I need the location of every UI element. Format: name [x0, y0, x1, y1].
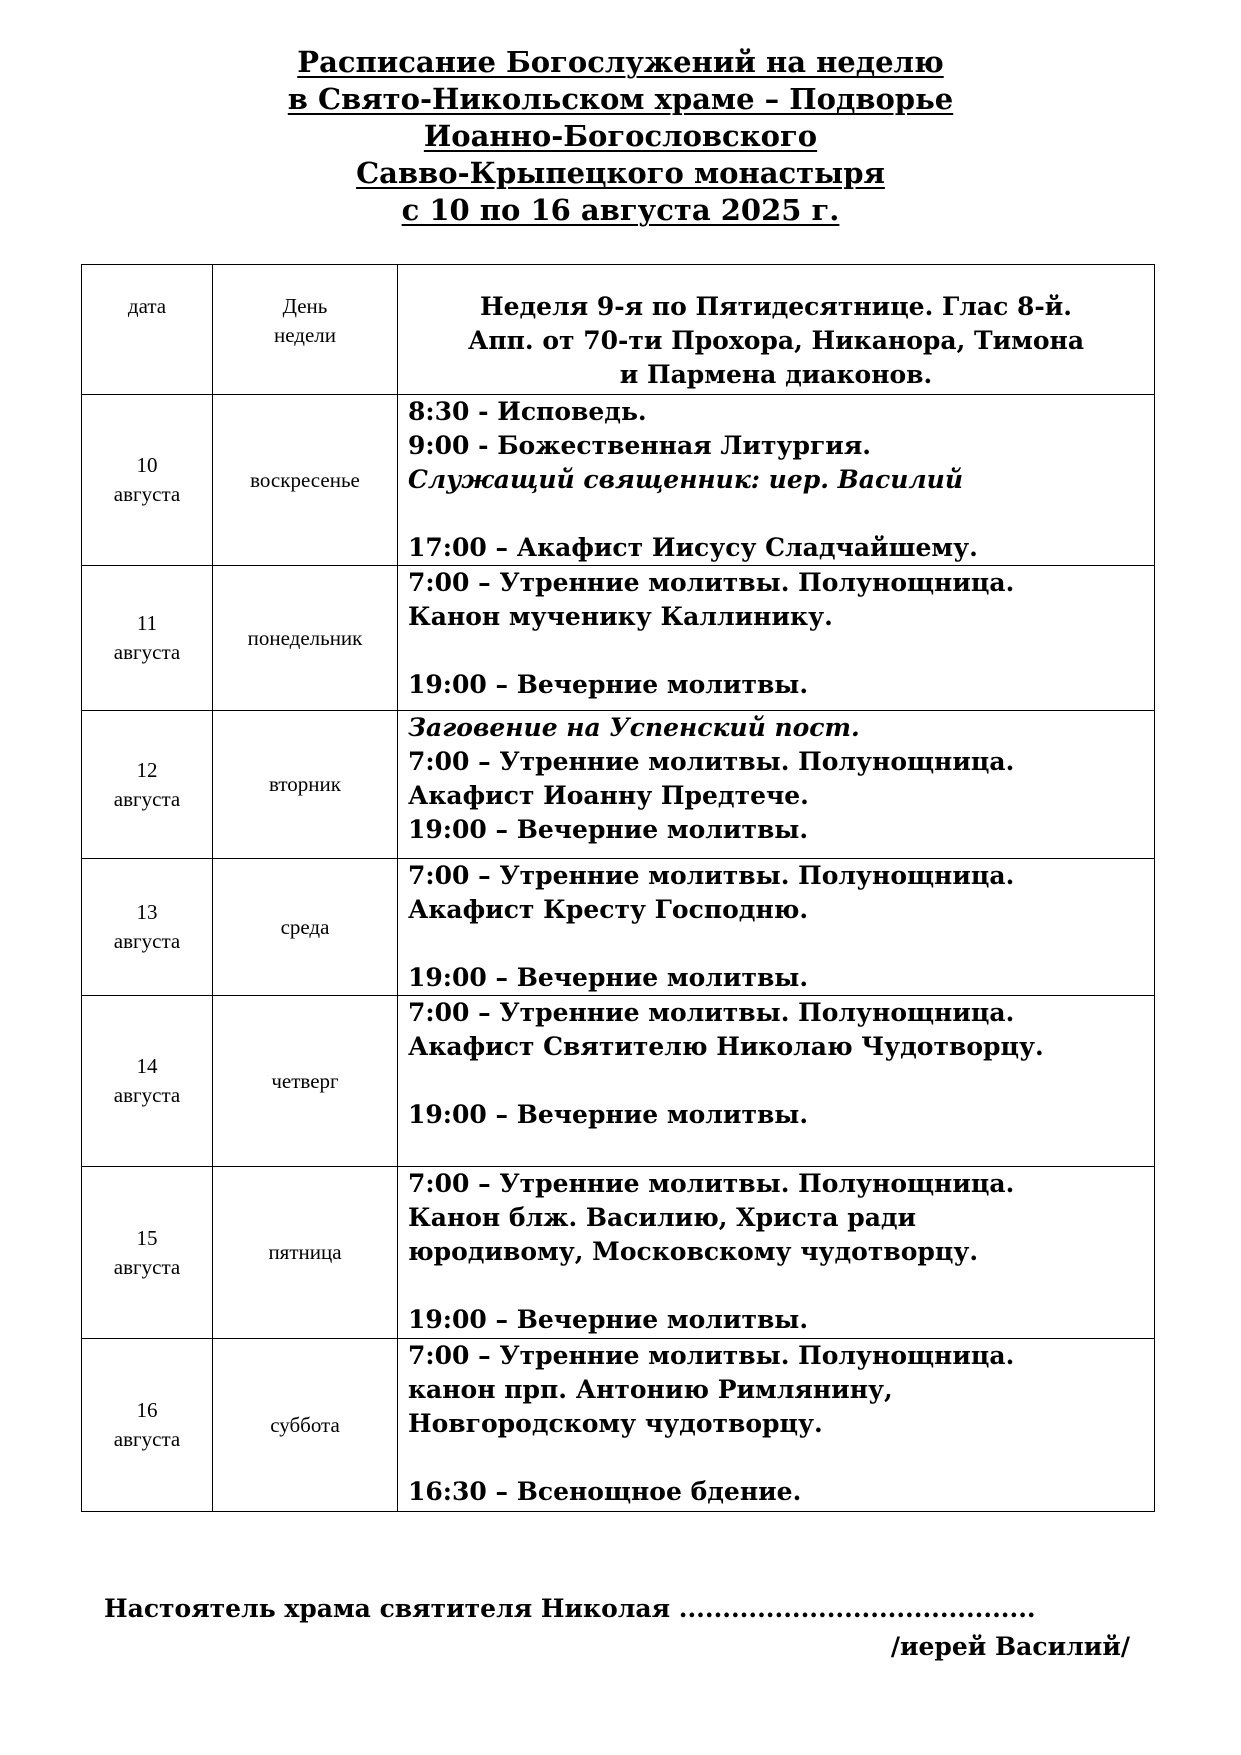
title-line: с 10 по 16 августа 2025 г. [401, 193, 840, 227]
table-row [82, 1167, 1155, 1339]
weekday-cell: вторник [213, 711, 398, 859]
header-weekday: День недели [213, 265, 398, 395]
services-cell: 7:00 – Утренние молитвы. Полунощница. Канон блж. Василию, Христа ради юродивому, Московскому чудотворцу. 19:00 – Вечерние молитвы. [398, 1167, 1155, 1339]
services-cell: Заговение на Успенский пост. 7:00 – Утренние молитвы. Полунощница. Акафист Иоанну Предтече. 19:00 – Вечерние молитвы. [398, 711, 1155, 859]
title-line: Савво-Крыпецкого монастыря [356, 156, 885, 190]
date-cell: 11 августа [82, 566, 213, 711]
weekday-cell: воскресенье [213, 395, 398, 566]
signature-block [104, 1590, 1154, 1666]
table-row [82, 395, 1155, 566]
services-cell: 8:30 - Исповедь. 9:00 - Божественная Литургия. Служащий священник: иер. Василий 17:00 – Акафист Иисусу Сладчайшему. [398, 395, 1155, 566]
table-row [82, 859, 1155, 996]
services-cell: 7:00 – Утренние молитвы. Полунощница. канон прп. Антонию Римлянину, Новгородскому чудотворцу. 16:30 – Всенощное бдение. [398, 1339, 1155, 1512]
schedule-table [81, 264, 1155, 1512]
services-cell: 7:00 – Утренние молитвы. Полунощница. Акафист Кресту Господню. 19:00 – Вечерние молитвы. [398, 859, 1155, 996]
date-cell: 10 августа [82, 395, 213, 566]
header-service: Неделя 9-я по Пятидесятнице. Глас 8-й. Апп. от 70-ти Прохора, Никанора, Тимона и Пармена диаконов. [398, 265, 1155, 395]
table-row [82, 996, 1155, 1167]
table-header-row [82, 265, 1155, 395]
services-cell: 7:00 – Утренние молитвы. Полунощница. Акафист Святителю Николаю Чудотворцу. 19:00 – Вечерние молитвы. [398, 996, 1155, 1167]
date-cell: 12 августа [82, 711, 213, 859]
title-line: в Свято-Никольском храме – Подворье [287, 82, 954, 116]
header-date: дата [82, 265, 213, 395]
title-line: Расписание Богослужений на неделю [297, 45, 944, 79]
table-row [82, 1339, 1155, 1512]
services-cell: 7:00 – Утренние молитвы. Полунощница. Канон мученику Каллинику. 19:00 – Вечерние молитвы. [398, 566, 1155, 711]
date-cell: 14 августа [82, 996, 213, 1167]
date-cell: 15 августа [82, 1167, 213, 1339]
weekday-cell: понедельник [213, 566, 398, 711]
signature-name: /иерей Василий/ [890, 1632, 1130, 1661]
weekday-cell: суббота [213, 1339, 398, 1512]
signature-line: Настоятель храма святителя Николая ......................................... [104, 1594, 1036, 1623]
date-cell: 16 августа [82, 1339, 213, 1512]
table-row [82, 711, 1155, 859]
date-cell: 13 августа [82, 859, 213, 996]
table-row [82, 566, 1155, 711]
weekday-cell: среда [213, 859, 398, 996]
title-line: Иоанно-Богословского [423, 119, 818, 153]
page-title [0, 44, 1241, 229]
weekday-cell: пятница [213, 1167, 398, 1339]
weekday-cell: четверг [213, 996, 398, 1167]
